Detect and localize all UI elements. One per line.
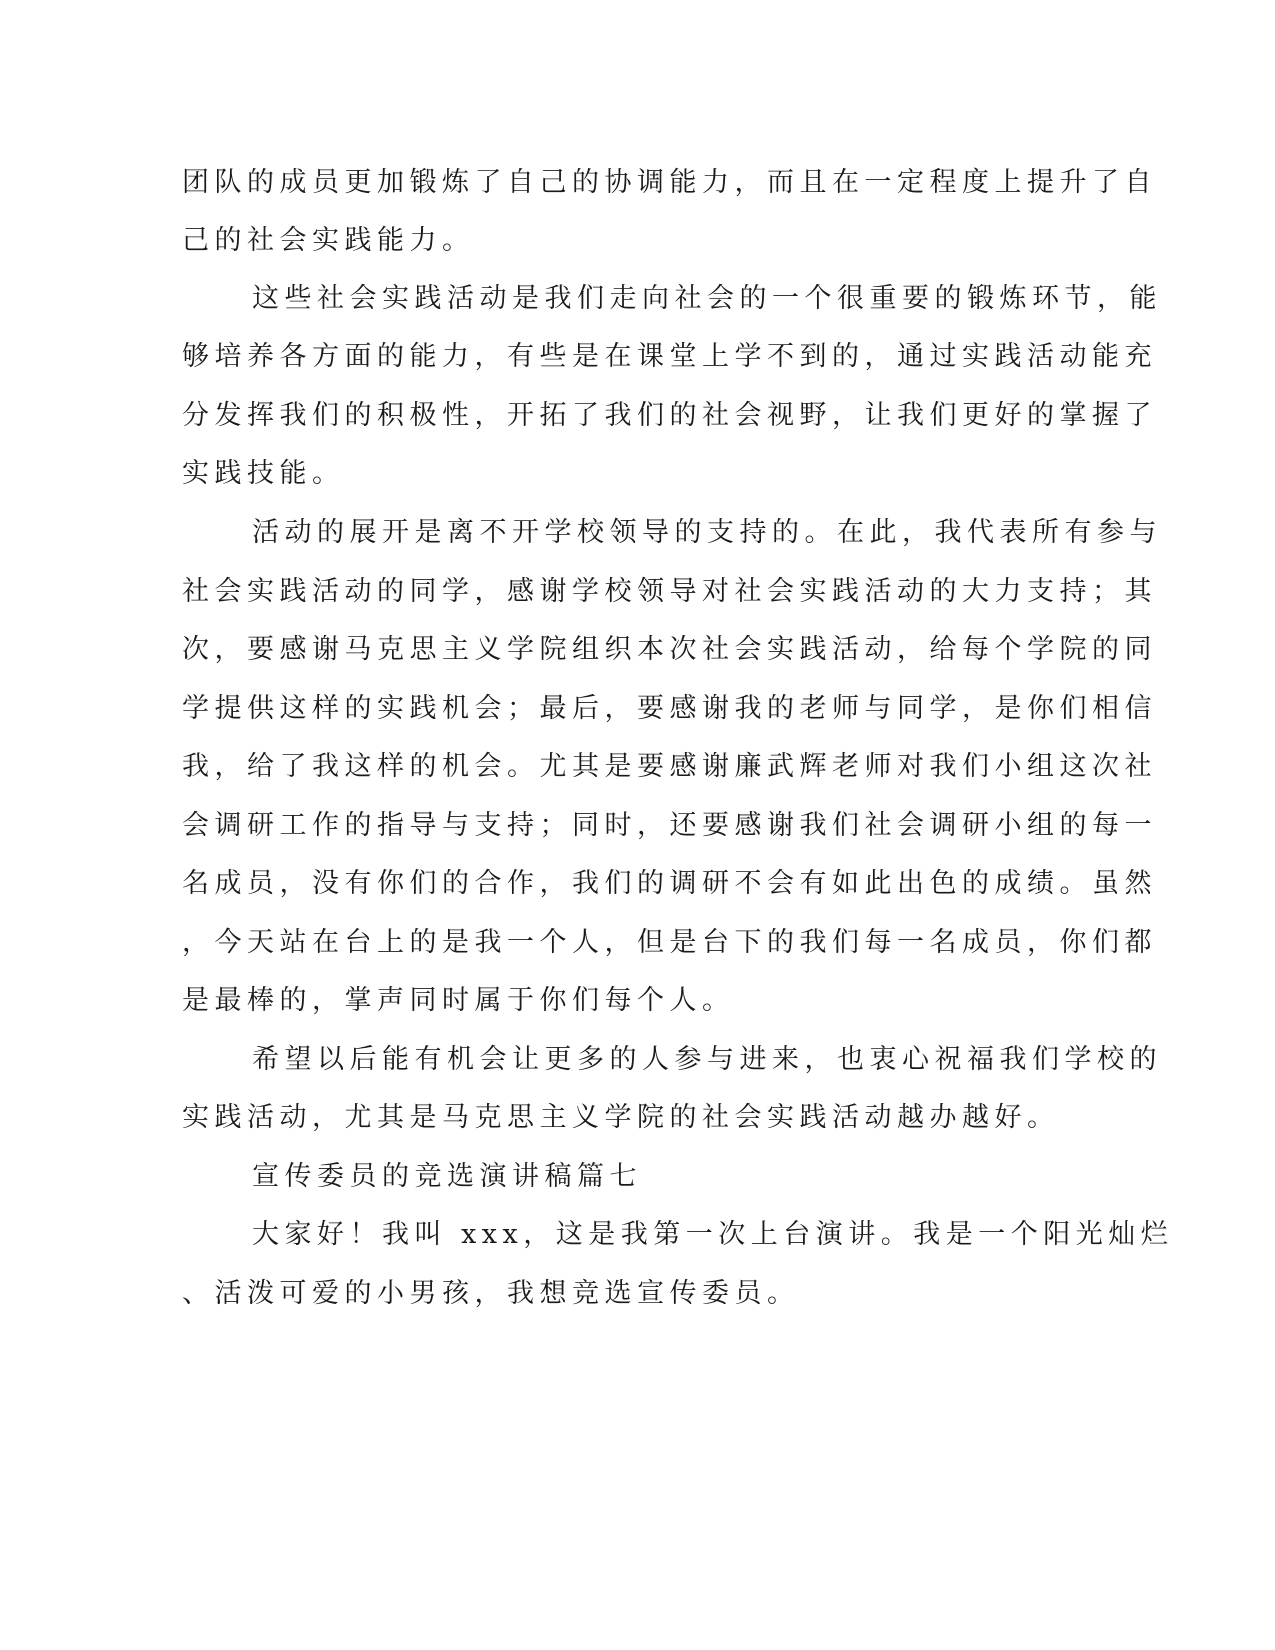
paragraph-line: 、活泼可爱的小男孩，我想竞选宣传委员。 — [182, 1278, 800, 1309]
paragraph-line: 大家好！我叫 xxx，这是我第一次上台演讲。我是一个阳光灿烂 — [252, 1219, 1174, 1250]
paragraph-line: 社会实践活动的同学，感谢学校领导对社会实践活动的大力支持；其 — [182, 576, 1157, 607]
paragraph-line: 实践活动，尤其是马克思主义学院的社会实践活动越办越好。 — [182, 1102, 1060, 1133]
paragraph-line: 己的社会实践能力。 — [182, 225, 475, 256]
paragraph-line: ，今天站在台上的是我一个人，但是台下的我们每一名成员，你们都 — [182, 927, 1157, 958]
paragraph-line: 团队的成员更加锻炼了自己的协调能力，而且在一定程度上提升了自 — [182, 167, 1157, 198]
section-heading: 宣传委员的竞选演讲稿篇七 — [252, 1161, 642, 1192]
paragraph-line: 学提供这样的实践机会；最后，要感谢我的老师与同学，是你们相信 — [182, 693, 1157, 724]
paragraph-line: 希望以后能有机会让更多的人参与进来，也衷心祝福我们学校的 — [252, 1044, 1162, 1075]
paragraph-line: 会调研工作的指导与支持；同时，还要感谢我们社会调研小组的每一 — [182, 810, 1157, 841]
paragraph-line: 我，给了我这样的机会。尤其是要感谢廉武辉老师对我们小组这次社 — [182, 751, 1157, 782]
paragraph-line: 名成员，没有你们的合作，我们的调研不会有如此出色的成绩。虽然 — [182, 868, 1157, 899]
paragraph-line: 是最棒的，掌声同时属于你们每个人。 — [182, 985, 735, 1016]
paragraph-line: 够培养各方面的能力，有些是在课堂上学不到的，通过实践活动能充 — [182, 341, 1157, 372]
paragraph-line: 次，要感谢马克思主义学院组织本次社会实践活动，给每个学院的同 — [182, 634, 1157, 665]
paragraph-line: 实践技能。 — [182, 458, 345, 489]
paragraph-line: 这些社会实践活动是我们走向社会的一个很重要的锻炼环节，能 — [252, 283, 1162, 314]
paragraph-line: 分发挥我们的积极性，开拓了我们的社会视野，让我们更好的掌握了 — [182, 400, 1157, 431]
paragraph-line: 活动的展开是离不开学校领导的支持的。在此，我代表所有参与 — [252, 517, 1162, 548]
